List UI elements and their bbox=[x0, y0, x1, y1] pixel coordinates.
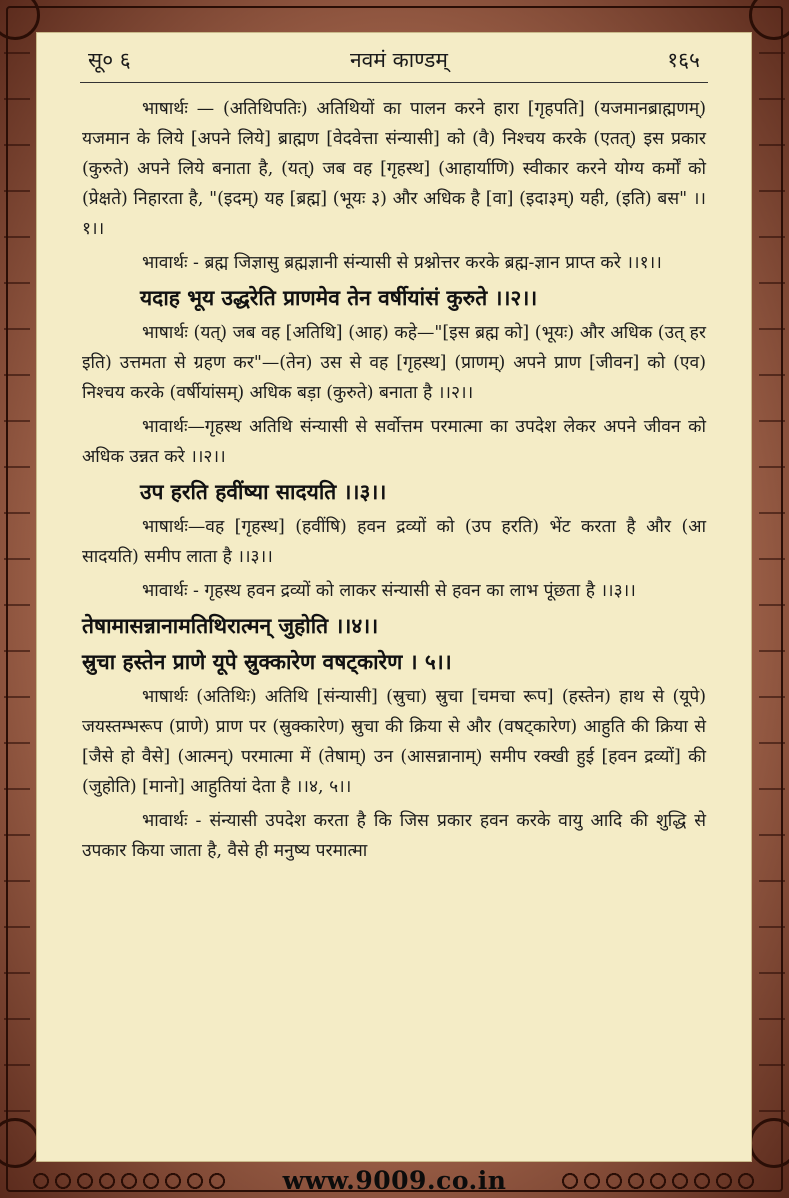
mantra-verse: उप हरति हवींष्या सादयति ।।३।। bbox=[140, 479, 387, 504]
translation-paragraph: भाषार्थः (अतिथिः) अतिथि [संन्यासी] (स्रुचा) स्रुचा [चमचा रूप] (हस्तेन) हाथ से (यूपे) जयस्तम्भरूप (प्राणे) प्राण पर (स्रुक्कारेण) स्रुचा की क्रिया से और (वषट्कारेण) आहुति की क्रिया से [जैसे हो वैसे] (आत्मन्) परमात्मा में (तेषाम्) उन (आसन्नानाम्) समीप रक्खी हुई [हवन द्रव्यों] की (जुहोति) [मानो] आहुतियां देता है ।।४, ५।। bbox=[82, 687, 706, 797]
site-footer bbox=[0, 1163, 789, 1198]
translation-paragraph: भाषार्थः (यत्) जब वह [अतिथि] (आह) कहे—"[इस ब्रह्म को] (भूयः) और अधिक (उत् हर इति) उत्तमता से ग्रहण कर"—(तेन) उस से वह [गृहस्थ] (प्राणम्) अपने प्राण [जीवन] को (एव) निश्चय करके (वर्षीयांसम्) अधिक बड़ा (कुरुते) बनाता है ।।२।। bbox=[82, 323, 706, 403]
mantra-verse: यदाह भूय उद्धरेति प्राणमेव तेन वर्षीयांसं कुरुते ।।२।। bbox=[140, 285, 538, 310]
meaning-paragraph: भावार्थः - ब्रह्म जिज्ञासु ब्रह्मज्ञानी संन्यासी से प्रश्नोत्तर करके ब्रह्म-ज्ञान प्राप्त करे ।।१।। bbox=[142, 253, 662, 273]
page-body bbox=[82, 94, 706, 870]
translation-paragraph: भाषार्थः—वह [गृहस्थ] (हवींषि) हवन द्रव्यों को (उप हरति) भेंट करता है और (आ सादयति) समीप लाता है ।।३।। bbox=[82, 517, 706, 567]
mantra-verse: स्रुचा हस्तेन प्राणे यूपे स्रुक्कारेण वषट्कारेण । ५।। bbox=[82, 649, 452, 674]
meaning-paragraph: भावार्थः - गृहस्थ हवन द्रव्यों को लाकर संन्यासी से हवन का लाभ पूंछता है ।।३।। bbox=[142, 581, 636, 601]
frame-left-ornament bbox=[4, 30, 30, 1138]
meaning-paragraph: भावार्थः—गृहस्थ अतिथि संन्यासी से सर्वोत्तम परमात्मा का उपदेश लेकर अपने जीवन को अधिक उन्नत करे ।।२।। bbox=[82, 417, 706, 467]
corner-ornament bbox=[0, 0, 40, 40]
translation-paragraph: भाषार्थः — (अतिथिपतिः) अतिथियों का पालन करने हारा [गृहपति] (यजमानब्राह्मणम्) यजमान के लिये [अपने लिये] ब्राह्मण [वेदवेत्ता संन्यासी] को (वै) निश्चय करके (एतत्) इस प्रकार (कुरुते) अपने लिये बनाता है, (यत्) जब वह [गृहस्थ] (आहार्याणि) स्वीकार करने योग्य कर्मों को (प्रेक्षते) निहारता है, "(इदम्) यह [ब्रह्म] (भूयः ३) और अधिक है [वा] (इदा३म्) यही, (इति) बस" ।।१।। bbox=[82, 99, 706, 239]
page-number: १६५ bbox=[667, 48, 700, 72]
page-header bbox=[88, 40, 700, 80]
sutra-number: सू० ६ bbox=[88, 48, 131, 72]
corner-ornament bbox=[0, 1118, 40, 1168]
chapter-title: नवमं काण्डम् bbox=[350, 48, 448, 72]
corner-ornament bbox=[749, 0, 789, 40]
frame-right-ornament bbox=[759, 30, 785, 1138]
corner-ornament bbox=[749, 1118, 789, 1168]
header-rule bbox=[80, 82, 708, 83]
site-link[interactable]: www.9009.co.in bbox=[282, 1166, 507, 1195]
meaning-paragraph: भावार्थः - संन्यासी उपदेश करता है कि जिस प्रकार हवन करके वायु आदि की शुद्धि से उपकार किया जाता है, वैसे ही मनुष्य परमात्मा bbox=[82, 811, 706, 861]
mantra-verse: तेषामासन्नानामतिथिरात्मन् जुहोति ।।४।। bbox=[82, 613, 379, 638]
book-page bbox=[36, 32, 752, 1162]
